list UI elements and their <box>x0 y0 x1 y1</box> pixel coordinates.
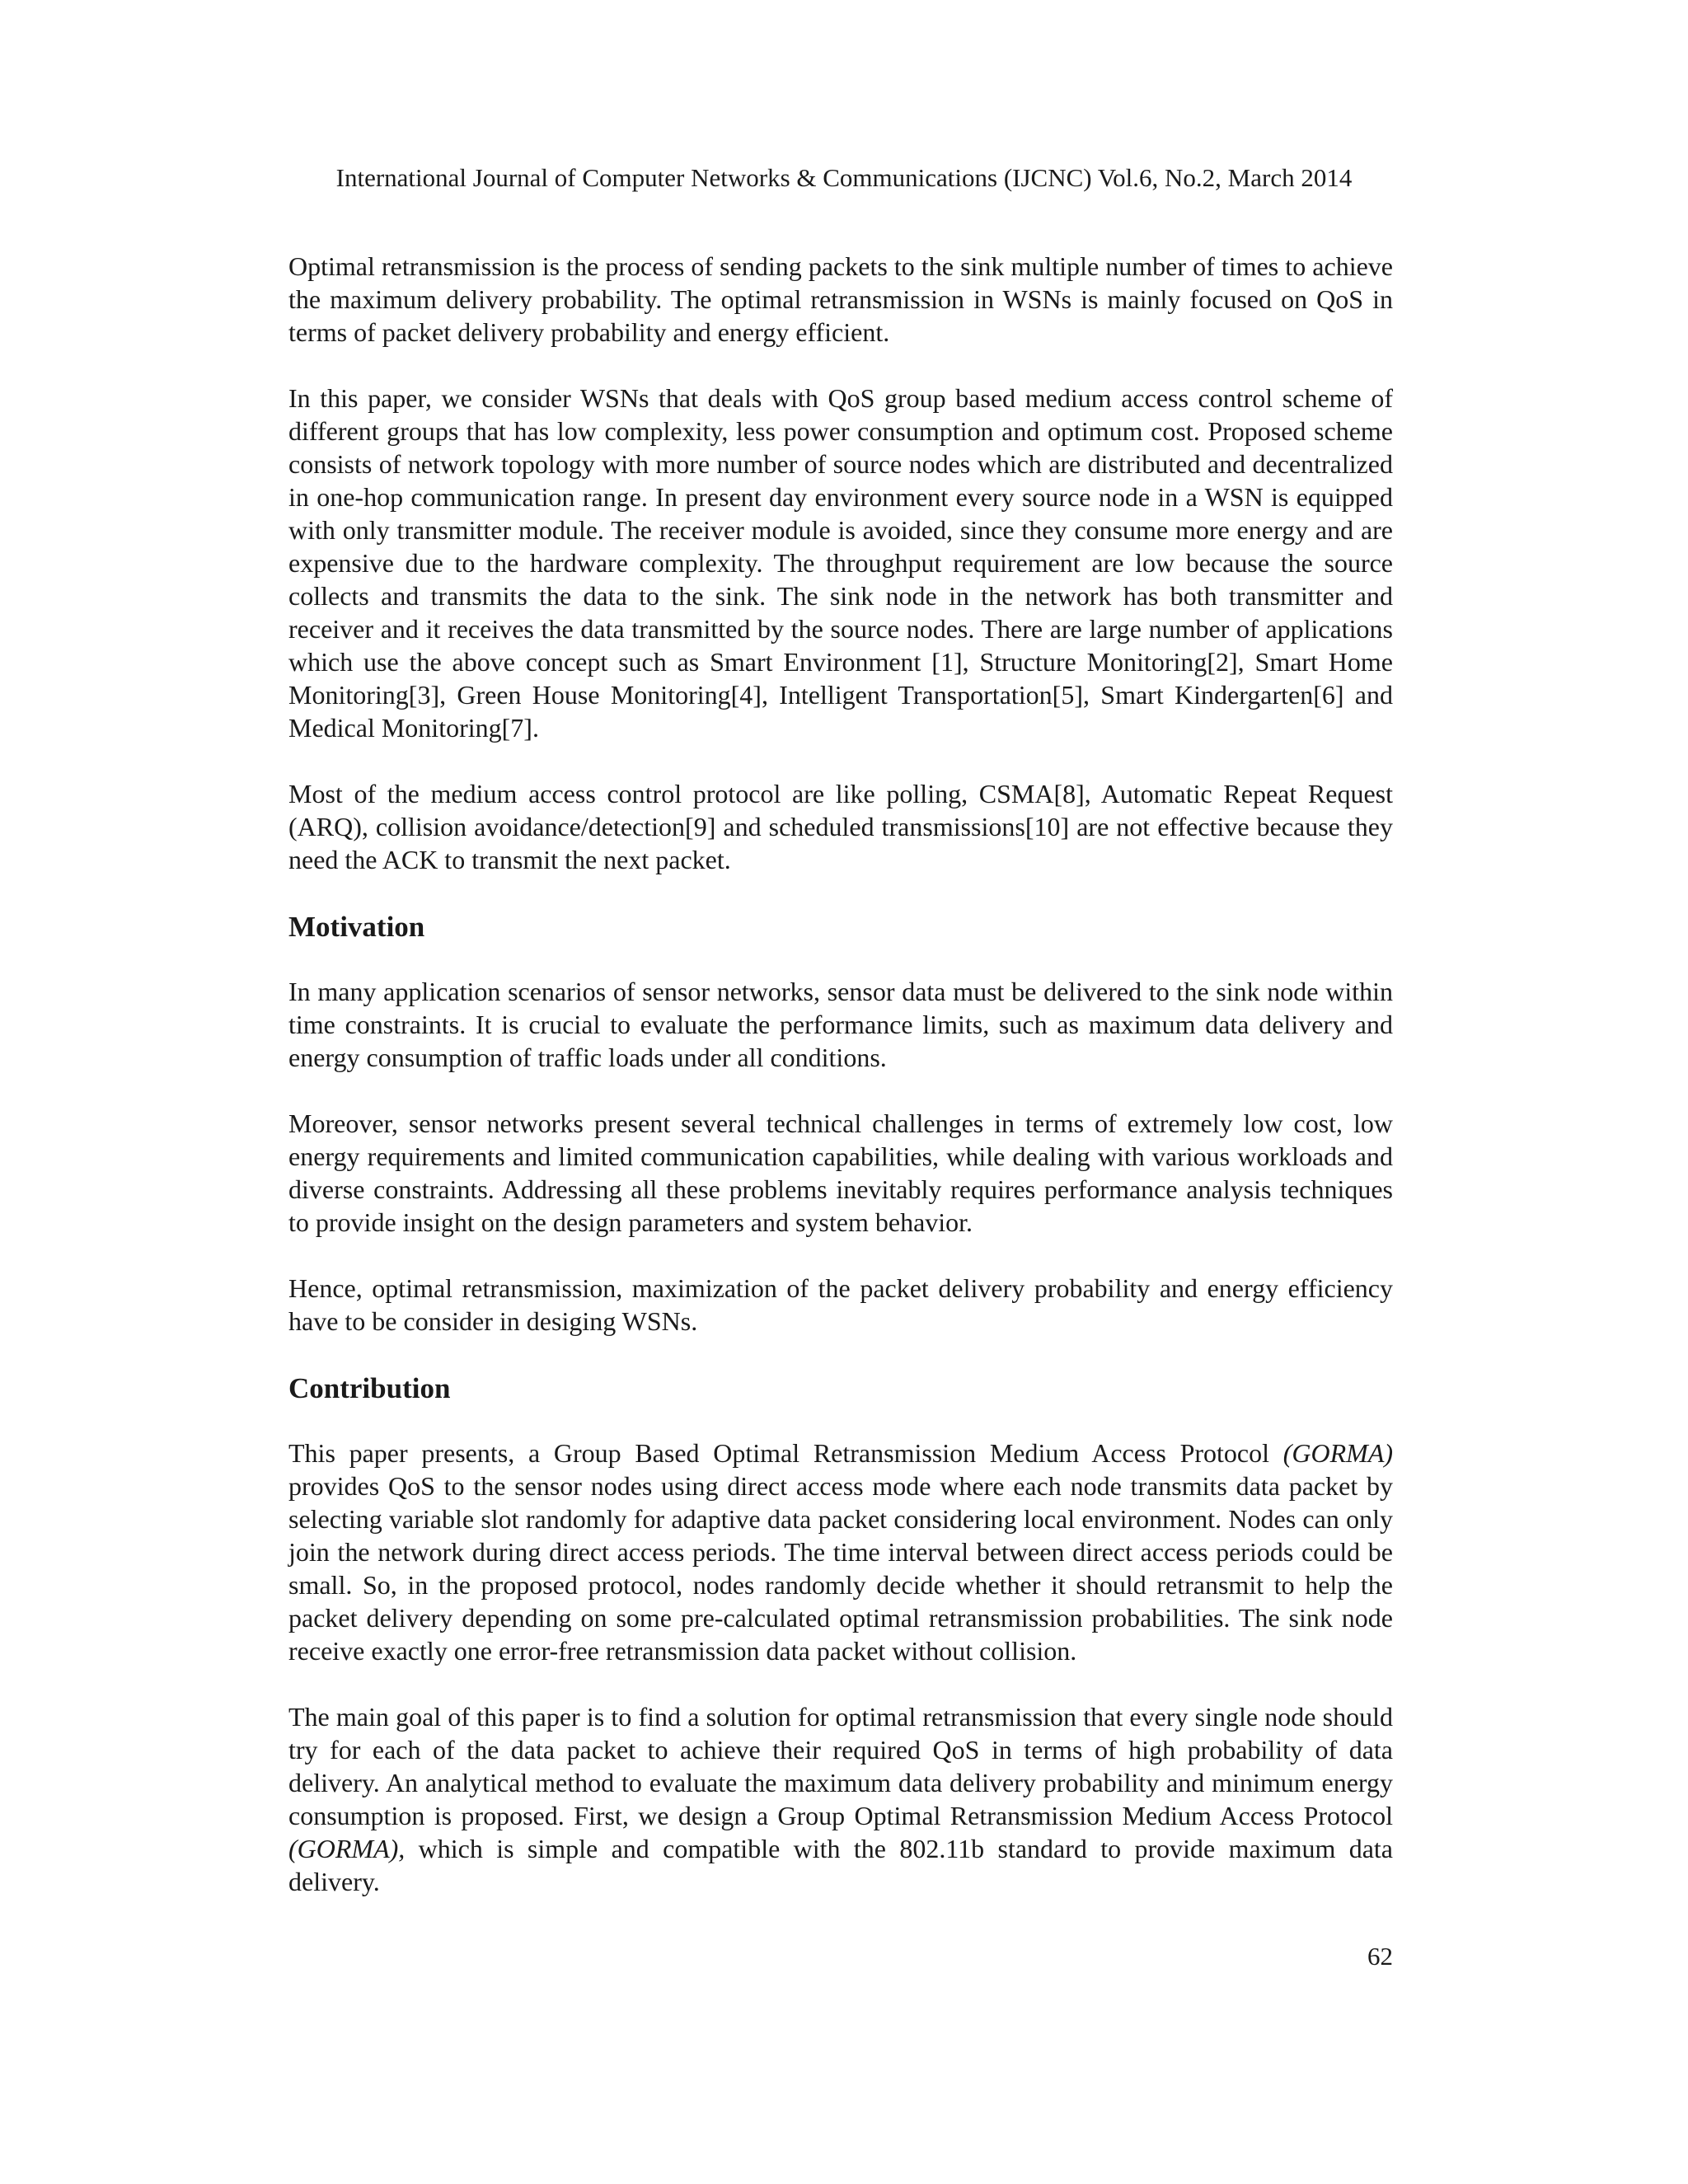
contribution-1-text-b: provides QoS to the sensor nodes using direct access mode where each node transmits data packet by selecting variable slot randomly for adaptive data packet considering local environment. Nodes can only join the network during direct access periods. The time interval between direct access periods could be small. So, in the proposed protocol, nodes randomly decide whether it should retransmit to help the packet delivery depending on some pre-calculated optimal retransmission probabilities. The sink node receive exactly one error-free retransmission data packet without collision. <box>288 1471 1393 1666</box>
heading-contribution: Contribution <box>288 1372 451 1404</box>
contribution-1-text-a: This paper presents, a Group Based Optimal Retransmission Medium Access Protocol <box>288 1438 1270 1468</box>
running-header: International Journal of Computer Networks & Communications (IJCNC) Vol.6, No.2, March 2014 <box>335 163 1353 192</box>
gorma-acronym: (GORMA) <box>1282 1438 1394 1468</box>
article-body <box>288 250 1393 1931</box>
paragraph-mac-protocols: Most of the medium access control protocol are like polling, CSMA[8], Automatic Repeat Request (ARQ), collision avoidance/detection[9] and scheduled transmissions[10] are not effective because they need the ACK to transmit the next packet. <box>288 779 1393 874</box>
paragraph-contribution-2 <box>288 1700 1393 1898</box>
heading-motivation: Motivation <box>288 911 425 943</box>
paragraph-wsn-overview: In this paper, we consider WSNs that deals with QoS group based medium access control scheme of different groups that has low complexity, less power consumption and optimum cost. Proposed scheme consists of network topology with more number of source nodes which are distributed and decentralized in one-hop communication range. In present day environment every source node in a WSN is equipped with only transmitter module. The receiver module is avoided, since they consume more energy and are expensive due to the hardware complexity. The throughput requirement are low because the source collects and transmits the data to the sink. The sink node in the network has both transmitter and receiver and it receives the data transmitted by the source nodes. There are large number of applications which use the above concept such as Smart Environment [1], Structure Monitoring[2], Smart Home Monitoring[3], Green House Monitoring[4], Intelligent Transportation[5], Smart Kindergarten[6] and Medical Monitoring[7]. <box>288 383 1393 743</box>
paragraph-optimal-retransmission: Optimal retransmission is the process of sending packets to the sink multiple number of times to achieve the maximum delivery probability. The optimal retransmission in WSNs is mainly focused on QoS in terms of packet delivery probability and energy efficient. <box>288 251 1393 347</box>
gorma-acronym-2: (GORMA), <box>288 1834 406 1863</box>
paragraph-motivation-3: Hence, optimal retransmission, maximization of the packet delivery probability and energy efficiency have to be consider in desiging WSNs. <box>288 1273 1393 1336</box>
paragraph-motivation-2: Moreover, sensor networks present several technical challenges in terms of extremely low cost, low energy requirements and limited communication capabilities, while dealing with various workloads and diverse constraints. Addressing all these problems inevitably requires performance analysis techniques to provide insight on the design parameters and system behavior. <box>288 1108 1393 1237</box>
contribution-2-text-a: The main goal of this paper is to find a solution for optimal retransmission that every single node should try for each of the data packet to achieve their required QoS in terms of high probability of data delivery. An analytical method to evaluate the maximum data delivery probability and minimum energy consumption is proposed. First, we design a Group Optimal Retransmission Medium Access Protocol <box>288 1702 1393 1830</box>
page-number: 62 <box>1367 1942 1393 1971</box>
paragraph-contribution-1 <box>288 1436 1393 1667</box>
paragraph-motivation-1: In many application scenarios of sensor networks, sensor data must be delivered to the sink node within time constraints. It is crucial to evaluate the performance limits, such as maximum data delivery and energy consumption of traffic loads under all conditions. <box>288 977 1393 1072</box>
contribution-2-text-b: which is simple and compatible with the 802.11b standard to provide maximum data delivery. <box>288 1834 1394 1896</box>
